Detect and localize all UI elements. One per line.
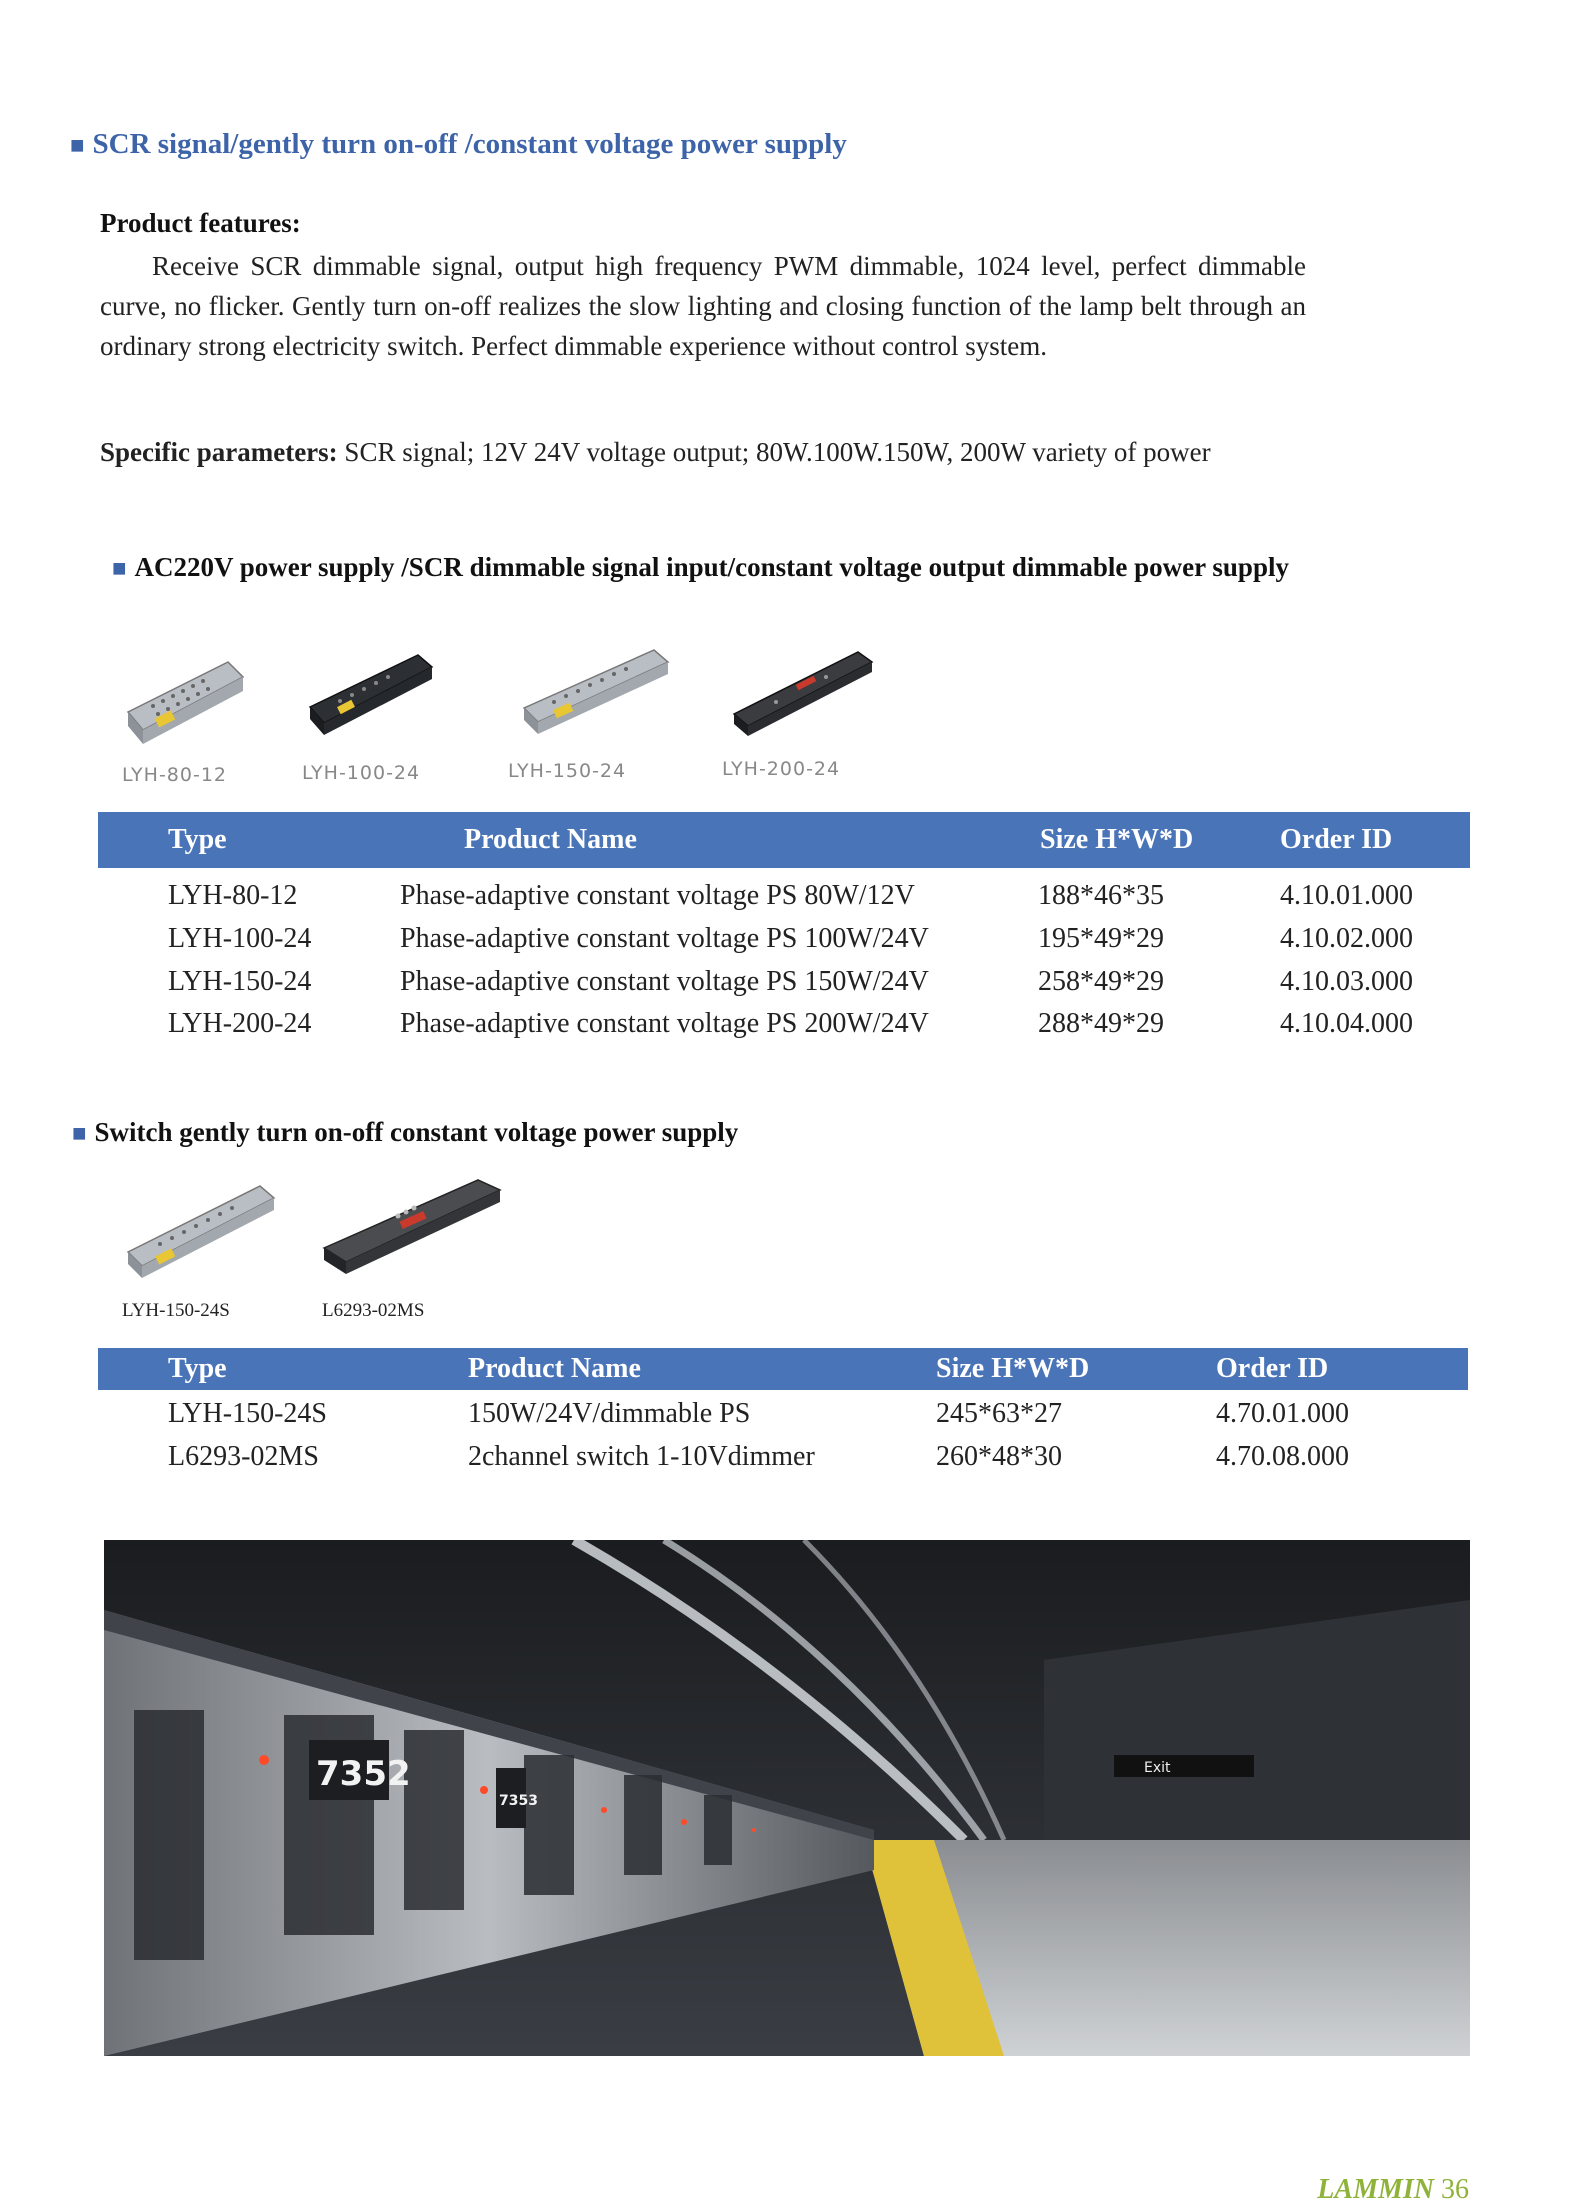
header-product-name: Product Name (464, 824, 637, 855)
cell-size: 195*49*29 (1038, 923, 1164, 954)
page-footer (1317, 2174, 1469, 2206)
subsection-title (112, 552, 1289, 583)
features-text: Receive SCR dimmable signal, output high frequency PWM dimmable, 1024 level, perfect dimmable curve, no flicker. Gently turn on-off realizes the slow lighting and closing function of the lamp belt through an ordinary strong electricity switch. Perfect dimmable experience without control system. (100, 251, 1306, 361)
table-header (98, 1348, 1468, 1390)
cell-product-name: Phase-adaptive constant voltage PS 150W/24V (400, 966, 929, 997)
footer-page-number: 36 (1441, 2174, 1469, 2205)
cell-order-id: 4.10.04.000 (1280, 1008, 1413, 1039)
header-size: Size H*W*D (1040, 824, 1194, 855)
table-row (98, 966, 1470, 1006)
subway-illustration (104, 1540, 1470, 2056)
cell-product-name: Phase-adaptive constant voltage PS 200W/24V (400, 1008, 929, 1039)
cell-size: 258*49*29 (1038, 966, 1164, 997)
product-image-lyh-200-24 (726, 644, 876, 744)
subsection-title-text: Switch gently turn on-off constant voltage power supply (94, 1117, 739, 1147)
table-row (98, 1441, 1468, 1481)
cell-product-name: Phase-adaptive constant voltage PS 100W/24V (400, 923, 929, 954)
cell-order-id: 4.10.01.000 (1280, 880, 1413, 911)
cell-type: LYH-150-24S (168, 1398, 327, 1429)
product-image-lyh-80-12 (118, 652, 248, 752)
section-title-text: SCR signal/gently turn on-off /constant voltage power supply (92, 128, 847, 160)
table-row (98, 923, 1470, 963)
footer-brand: LAMMIN (1317, 2174, 1434, 2205)
thumb-label: L6293-02MS (322, 1300, 425, 1321)
table-header (98, 812, 1470, 868)
params-label: Specific parameters: (100, 437, 338, 467)
product-image-lyh-150-24 (514, 642, 674, 742)
header-product-name: Product Name (468, 1353, 641, 1384)
exit-sign (1114, 1755, 1254, 1777)
cell-type: LYH-150-24 (168, 966, 312, 997)
subsection-title (72, 1117, 738, 1148)
product-image-lyh-150-24s (120, 1176, 280, 1286)
square-bullet-icon: ■ (72, 1121, 87, 1147)
header-type: Type (168, 1353, 227, 1384)
square-bullet-icon: ■ (70, 133, 85, 159)
square-bullet-icon: ■ (112, 556, 127, 582)
cell-order-id: 4.10.02.000 (1280, 923, 1413, 954)
cell-order-id: 4.10.03.000 (1280, 966, 1413, 997)
header-order-id: Order ID (1280, 824, 1393, 855)
features-label: Product features: (100, 208, 301, 238)
cell-product-name: 2channel switch 1-10Vdimmer (468, 1441, 815, 1472)
params-paragraph (100, 432, 1306, 472)
header-order-id: Order ID (1216, 1353, 1329, 1384)
cell-size: 245*63*27 (936, 1398, 1062, 1429)
product-image-lyh-100-24 (300, 645, 440, 745)
table-row (98, 1398, 1468, 1438)
params-text: SCR signal; 12V 24V voltage output; 80W.100W.150W, 200W variety of power (344, 437, 1211, 467)
header-size: Size H*W*D (936, 1353, 1090, 1384)
thumb-label: LYH-150-24 (508, 760, 627, 782)
product-image-l6293-02ms (318, 1170, 508, 1280)
section-title (70, 128, 847, 161)
cell-type: L6293-02MS (168, 1441, 319, 1472)
thumb-label: LYH-100-24 (302, 762, 421, 784)
exit-sign-text: Exit (1144, 1760, 1171, 1776)
subsection-title-text: AC220V power supply /SCR dimmable signal input/constant voltage output dimmable power supply (134, 552, 1289, 582)
cell-size: 288*49*29 (1038, 1008, 1164, 1039)
cell-order-id: 4.70.01.000 (1216, 1398, 1349, 1429)
cell-order-id: 4.70.08.000 (1216, 1441, 1349, 1472)
cell-size: 260*48*30 (936, 1441, 1062, 1472)
table-row (98, 1008, 1470, 1048)
cell-type: LYH-200-24 (168, 1008, 312, 1039)
cell-type: LYH-100-24 (168, 923, 312, 954)
thumb-label: LYH-200-24 (722, 758, 841, 780)
header-type: Type (168, 824, 227, 855)
cell-product-name: 150W/24V/dimmable PS (468, 1398, 751, 1429)
car-number-2: 7353 (499, 1793, 538, 1809)
features-paragraph (100, 246, 1306, 366)
table-row (98, 880, 1470, 920)
thumb-label: LYH-150-24S (122, 1300, 230, 1321)
subway-photo (104, 1540, 1470, 2056)
cell-product-name: Phase-adaptive constant voltage PS 80W/12V (400, 880, 915, 911)
car-number-1: 7352 (316, 1754, 411, 1794)
cell-size: 188*46*35 (1038, 880, 1164, 911)
cell-type: LYH-80-12 (168, 880, 298, 911)
thumb-label: LYH-80-12 (122, 764, 228, 786)
